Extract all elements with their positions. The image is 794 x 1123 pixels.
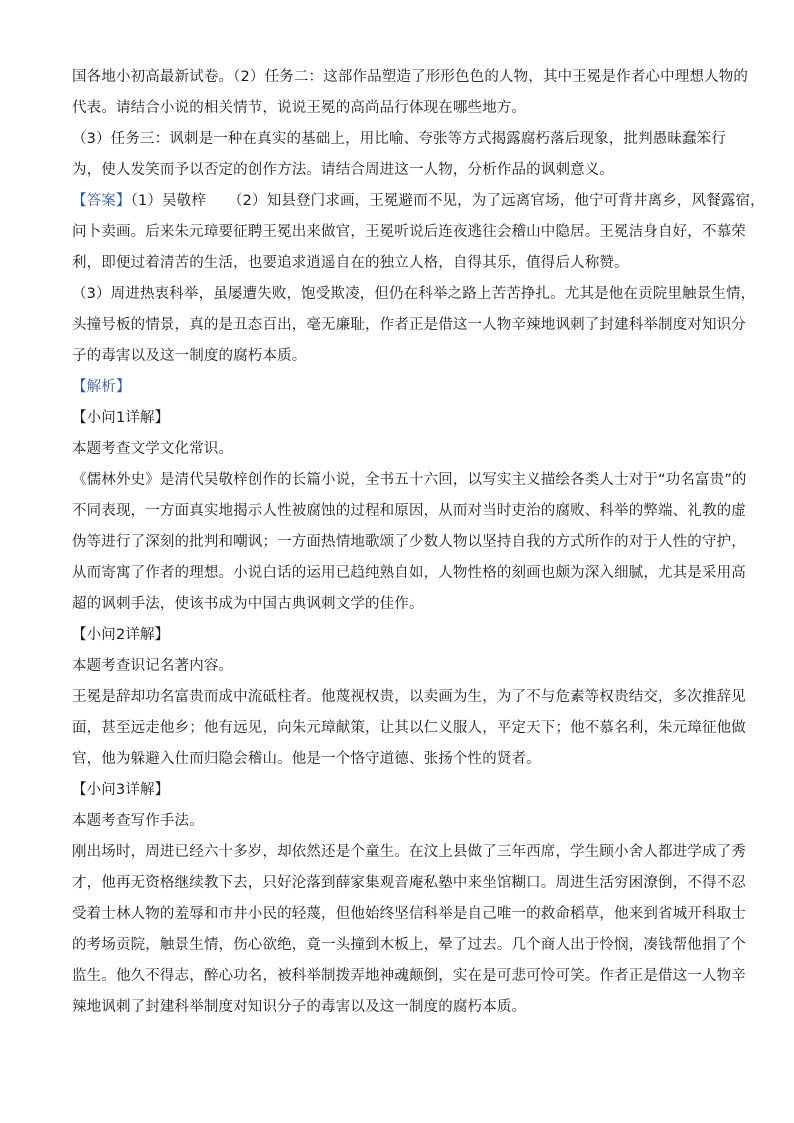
- answer-first-line: [72, 186, 765, 217]
- answer-tag: 【答案】: [72, 193, 131, 209]
- analysis-line: 本题考查文学文化常识。: [72, 441, 234, 457]
- question-line: 国各地小初高最新试卷。（2）任务二：这部作品塑造了形形色色的人物，其中王冕是作者心中理想人物的: [72, 69, 749, 85]
- analysis-line: 《儒林外史》是清代吴敬梓创作的长篇小说，全书五十六回，以写实主义描绘各类人士对于“功名富贵”的: [72, 472, 747, 488]
- answer-line: 利，即便过着清苦的生活，也要追求逍遥自在的独立人格，自得其乐，值得后人称赞。: [72, 255, 629, 271]
- answer-line: 子的毒害以及这一制度的腐朽本质。: [72, 348, 307, 364]
- analysis-line: 从而寄寓了作者的理想。小说白话的运用已趋纯熟自如，人物性格的刻画也颇为深入细腻，尤其是采用高: [72, 565, 746, 581]
- subquestion-heading-2: 【小问2详解】: [72, 627, 170, 643]
- document-body: [72, 62, 765, 1023]
- subquestion-heading-1: 【小问1详解】: [72, 410, 170, 426]
- analysis-tag: 【解析】: [72, 379, 131, 395]
- analysis-line: 本题考查写作手法。: [72, 813, 204, 829]
- analysis-line: 受着士林人物的羞辱和市井小民的轻蔑，但他始终坚信科举是自己唯一的救命稻草，他来到省城开科取士: [72, 906, 746, 922]
- analysis-line: 不同表现，一方面真实地揭示人性被腐蚀的过程和原因，从而对当时吏治的腐败、科举的弊端、礼教的虚: [72, 503, 746, 519]
- question-line: （3）任务三：讽刺是一种在真实的基础上，用比喻、夸张等方式揭露腐朽落后现象，批判愚昧蠢笨行: [72, 131, 726, 147]
- answer-text: （1）吴敬梓 （2）知县登门求画，王冕避而不见，为了远离官场，他宁可背井离乡，风餐露宿，: [130, 193, 765, 209]
- analysis-line: 才，他再无资格继续教下去，只好沦落到薛家集观音庵私塾中来坐馆糊口。周进生活穷困潦倒，不得不忍: [72, 875, 746, 891]
- analysis-line: 伪等进行了深刻的批判和嘲讽；一方面热情地歌颂了少数人物以坚持自我的方式所作的对于人性的守护，: [72, 534, 746, 550]
- analysis-line: 监生。他久不得志，醉心功名，被科举制拨弄地神魂颠倒，实在是可悲可怜可笑。作者正是借这一人物辛: [72, 968, 746, 984]
- analysis-line: 王冕是辞却功名富贵而成中流砥柱者。他蔑视权贵，以卖画为生，为了不与危素等权贵结交，多次推辞见: [72, 689, 746, 705]
- question-line: 为，使人发笑而予以否定的创作方法。请结合周进这一人物，分析作品的讽刺意义。: [72, 162, 615, 178]
- analysis-line: 本题考查识记名著内容。: [72, 658, 234, 674]
- analysis-line: 的考场贡院，触景生情，伤心欲绝，竟一头撞到木板上，晕了过去。几个商人出于怜悯，凑钱帮他捐了个: [72, 937, 746, 953]
- analysis-line: 刚出场时，周进已经六十多岁，却依然还是个童生。在汶上县做了三年西席，学生顾小舍人都进学成了秀: [72, 844, 746, 860]
- subquestion-heading-3: 【小问3详解】: [72, 782, 170, 798]
- analysis-line: 官，他为躲避入仕而归隐会稽山。他是一个恪守道德、张扬个性的贤者。: [72, 751, 541, 767]
- answer-line: （3）周进热衷科举，虽屡遭失败，饱受欺凌，但仍在科举之路上苦苦挣扎。尤其是他在贡院里触景生情，: [72, 286, 756, 302]
- answer-line: 问卜卖画。后来朱元璋要征聘王冕出来做官，王冕听说后连夜逃往会稽山中隐居。王冕洁身自好，不慕荣: [72, 224, 746, 240]
- question-line: 代表。请结合小说的相关情节，说说王冕的高尚品行体现在哪些地方。: [72, 100, 527, 116]
- analysis-line: 面，甚至远走他乡；他有远见，向朱元璋献策，让其以仁义服人，平定天下；他不慕名利，朱元璋征他做: [72, 720, 746, 736]
- answer-line: 头撞号板的情景，真的是丑态百出，毫无廉耻，作者正是借这一人物辛辣地讽刺了封建科举制度对知识分: [72, 317, 746, 333]
- analysis-line: 超的讽刺手法，使该书成为中国古典讽刺文学的佳作。: [72, 596, 424, 612]
- analysis-line: 辣地讽刺了封建科举制度对知识分子的毒害以及这一制度的腐朽本质。: [72, 999, 527, 1015]
